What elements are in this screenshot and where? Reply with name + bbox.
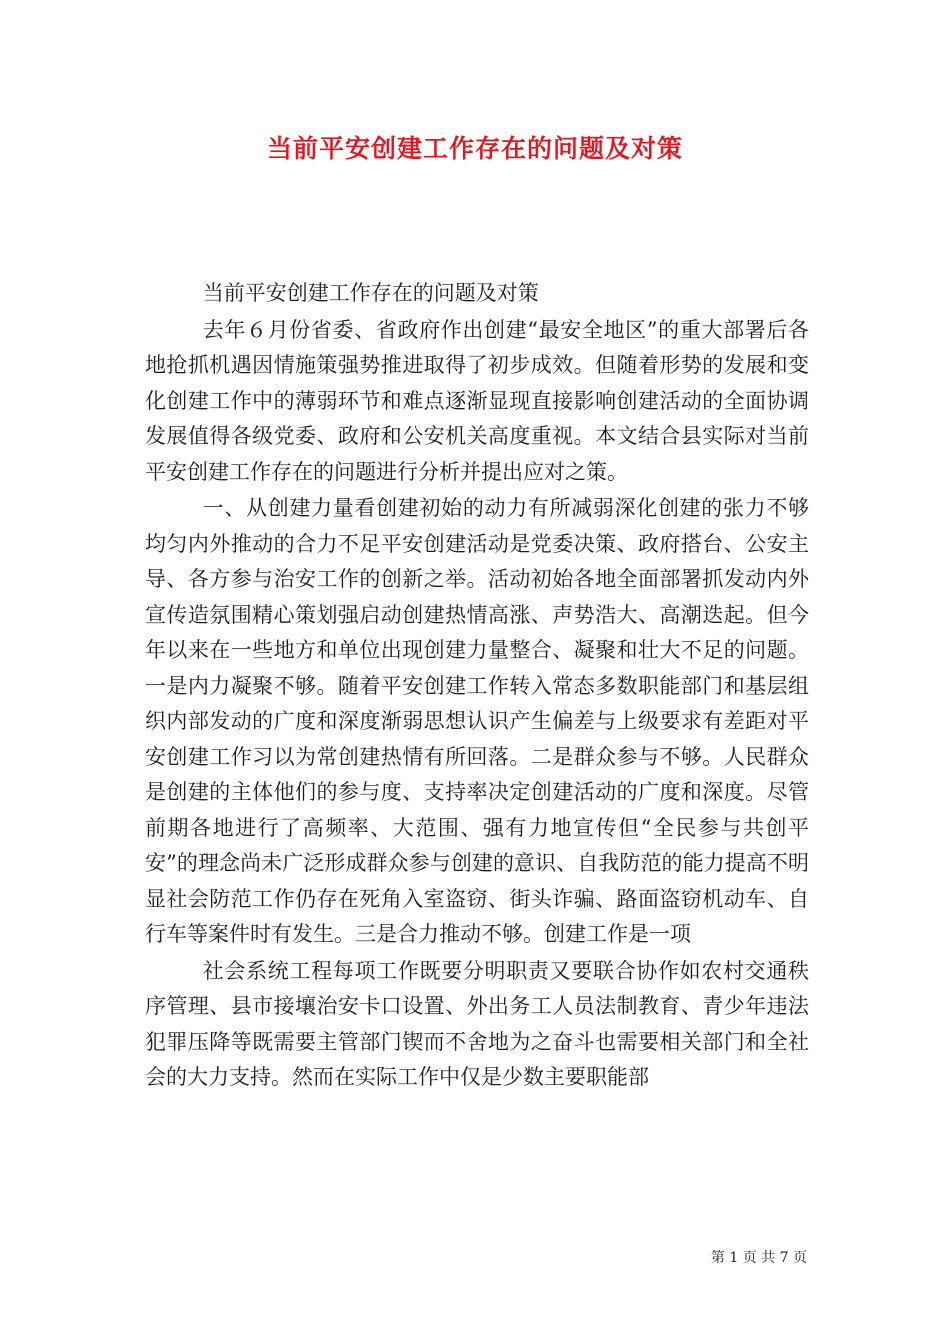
document-title: 当前平安创建工作存在的问题及对策 — [266, 134, 683, 163]
paragraph-continuation: 社会系统工程每项工作既要分明职责又要联合协作如农村交通秩序管理、县市接壤治安卡口设置、外出务工人员法制教育、青少年违法犯罪压降等既需要主管部门锲而不舍地为之奋斗也需要相关部门和全社会的大力支持。然而在实际工作中仅是少数主要职能部 — [145, 958, 809, 1089]
document-body — [145, 276, 809, 1096]
paragraph-section-one: 一、从创建力量看创建初始的动力有所减弱深化创建的张力不够均匀内外推动的合力不足平安创建活动是党委决策、政府搭台、公安主导、各方参与治安工作的创新之举。活动初始各地全面部署抓发动内外宣传造氛围精心策划强启动创建热情高涨、声势浩大、高潮迭起。但今年以来在一些地方和单位出现创建力量整合、凝聚和壮大不足的问题。一是内力凝聚不够。随着平安创建工作转入常态多数职能部门和基层组织内部发动的广度和深度渐弱思想认识产生偏差与上级要求有差距对平安创建工作习以为常创建热情有所回落。二是群众参与不够。人民群众是创建的主体他们的参与度、支持率决定创建活动的广度和深度。尽管前期各地进行了高频率、大范围、强有力地宣传但“全民参与共创平安”的理念尚未广泛形成群众参与创建的意识、自我防范的能力提高不明显社会防范工作仍存在死角入室盗窃、街头诈骗、路面盗窃机动车、自行车等案件时有发生。三是合力推动不够。创建工作是一项 — [145, 496, 809, 946]
paragraph-intro: 去年６月份省委、省政府作出创建“最安全地区”的重大部署后各地抢抓机遇因情施策强势推进取得了初步成效。但随着形势的发展和变化创建工作中的薄弱环节和难点逐渐显现直接影响创建活动的全面协调发展值得各级党委、政府和公安机关高度重视。本文结合县实际对当前平安创建工作存在的问题进行分析并提出应对之策。 — [145, 317, 809, 484]
document-subtitle: 当前平安创建工作存在的问题及对策 — [202, 281, 539, 305]
page-number-footer: 第 1 页 共 7 页 — [710, 1250, 807, 1266]
